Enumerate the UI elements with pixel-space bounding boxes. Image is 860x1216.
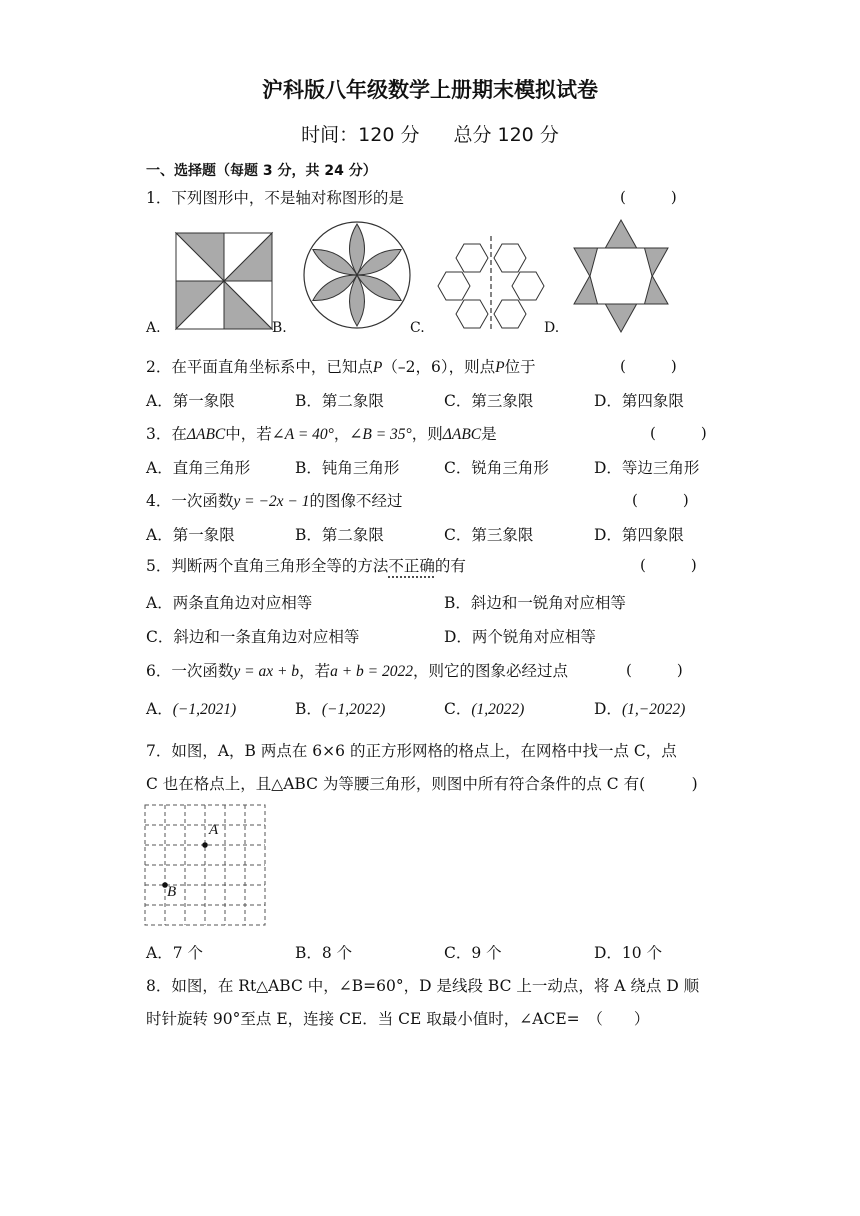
question-1-stem: 1．下列图形中，不是轴对称图形的是 xyxy=(146,189,404,207)
q3-triangle-2: ΔABC xyxy=(442,426,482,443)
figure-label-c: C. xyxy=(410,320,425,336)
option-d: D．10 个 xyxy=(594,944,663,962)
q5-text-b: 的有 xyxy=(434,557,466,575)
option-c: C．9 个 xyxy=(444,944,502,962)
option-c xyxy=(444,697,524,719)
q2-point: P xyxy=(372,359,383,376)
option-a: A．7 个 xyxy=(146,944,203,962)
option-c-label: C． xyxy=(444,700,472,718)
figure-label-a: A. xyxy=(146,320,161,336)
q2-text-b: ，则点 xyxy=(448,358,496,376)
question-6-stem xyxy=(146,659,568,681)
option-a: A．第一象限 xyxy=(146,392,235,410)
question-7-line-2: C 也在格点上，且△ABC 为等腰三角形，则图中所有符合条件的点 C 有( ) xyxy=(146,775,698,793)
q2-text-a: 2．在平面直角坐标系中，已知点 xyxy=(146,358,373,376)
option-b-value: (−1,2022) xyxy=(321,701,386,718)
q3-text-a: 3．在 xyxy=(146,425,187,443)
q4-text-b: 的图像不经过 xyxy=(309,492,403,510)
option-c: C．第三象限 xyxy=(444,526,534,544)
grid-figure xyxy=(144,804,266,926)
point-a-dot xyxy=(202,842,208,848)
option-a: A．直角三角形 xyxy=(146,459,251,477)
q3-sep: ， xyxy=(333,425,350,443)
figure-a-pinwheel xyxy=(176,233,272,329)
option-a: A．两条直角边对应相等 xyxy=(146,594,313,612)
figure-label-b: B. xyxy=(272,320,287,336)
question-8-line-1: 8．如图，在 Rt△ABC 中，∠B=60°，D 是线段 BC 上一动点，将 A 绕点 D 顺 xyxy=(146,977,700,995)
option-b: B．钝角三角形 xyxy=(295,459,400,477)
q3-triangle: ΔABC xyxy=(186,426,226,443)
exam-title: 沪科版八年级数学上册期末模拟试卷 xyxy=(262,78,598,102)
figure-c-hexagons xyxy=(436,236,546,332)
q6-condition: a + b = 2022 xyxy=(330,663,413,680)
answer-paren: ( ) xyxy=(626,661,683,679)
answer-paren: ( ) xyxy=(620,188,677,206)
point-b-label: B xyxy=(167,884,177,900)
question-2-stem xyxy=(146,355,536,377)
option-a: A．第一象限 xyxy=(146,526,235,544)
option-b xyxy=(295,697,385,719)
point-a-label: A xyxy=(209,822,219,838)
option-b: B．8 个 xyxy=(295,944,353,962)
option-d: D．第四象限 xyxy=(594,526,684,544)
option-b: B．第二象限 xyxy=(295,392,384,410)
exam-subtitle xyxy=(0,120,860,147)
option-a-value: (−1,2021) xyxy=(172,701,237,718)
question-7-line-1: 7．如图，A，B 两点在 6×6 的正方形网格的格点上，在网格中找一点 C，点 xyxy=(146,742,677,760)
question-8-line-2: 时针旋转 90°至点 E，连接 CE．当 CE 取最小值时，∠ACE= （ ） xyxy=(146,1010,650,1028)
option-c-value: (1,2022) xyxy=(471,701,525,718)
option-c: C．第三象限 xyxy=(444,392,534,410)
figure-d-star xyxy=(572,218,670,334)
option-d: D．两个锐角对应相等 xyxy=(444,628,596,646)
question-5-stem xyxy=(146,554,466,576)
q3-angle-a: ∠A = 40° xyxy=(271,426,334,443)
q4-text-a: 4．一次函数 xyxy=(146,492,234,510)
option-d-value: (1,−2022) xyxy=(621,701,686,718)
q5-emphasis: 不正确 xyxy=(388,557,435,575)
option-b-label: B． xyxy=(295,700,322,718)
question-3-stem xyxy=(146,422,497,444)
q2-point-2: P xyxy=(495,359,505,376)
option-c: C．锐角三角形 xyxy=(444,459,549,477)
q2-text-c: 位于 xyxy=(504,358,536,376)
exam-time: 时间：120 分 xyxy=(301,124,420,146)
option-a xyxy=(146,697,236,719)
section-heading: 一、选择题（每题 3 分，共 24 分） xyxy=(146,163,377,179)
q6-text-b: ，若 xyxy=(299,662,331,680)
q3-text-d: 是 xyxy=(481,425,497,443)
figure-label-d: D. xyxy=(544,320,560,336)
q3-text-b: 中，若 xyxy=(225,425,272,443)
answer-paren: ( ) xyxy=(640,556,697,574)
option-d: D．第四象限 xyxy=(594,392,684,410)
option-c: C．斜边和一条直角边对应相等 xyxy=(146,628,360,646)
q6-text-a: 6．一次函数 xyxy=(146,662,234,680)
answer-paren: ( ) xyxy=(620,357,677,375)
q3-angle-b: ∠B = 35° xyxy=(349,426,412,443)
q6-text-c: ，则它的图象必经过点 xyxy=(413,662,569,680)
option-d: D．等边三角形 xyxy=(594,459,700,477)
q4-function: y = −2x − 1 xyxy=(233,493,310,510)
q6-function: y = ax + b xyxy=(233,663,300,680)
option-b: B．第二象限 xyxy=(295,526,384,544)
option-a-label: A． xyxy=(146,700,173,718)
answer-paren: ( ) xyxy=(632,491,689,509)
option-d xyxy=(594,697,685,719)
figure-b-flower xyxy=(302,220,412,330)
q2-coord: （–2，6） xyxy=(382,358,449,376)
question-4-stem xyxy=(146,489,403,511)
q5-text-a: 5．判断两个直角三角形全等的方法 xyxy=(146,557,389,575)
answer-paren: ( ) xyxy=(650,424,707,442)
exam-total: 总分 120 分 xyxy=(453,124,559,146)
option-d-label: D． xyxy=(594,700,622,718)
option-b: B．斜边和一锐角对应相等 xyxy=(444,594,626,612)
q3-text-c: ，则 xyxy=(411,425,443,443)
